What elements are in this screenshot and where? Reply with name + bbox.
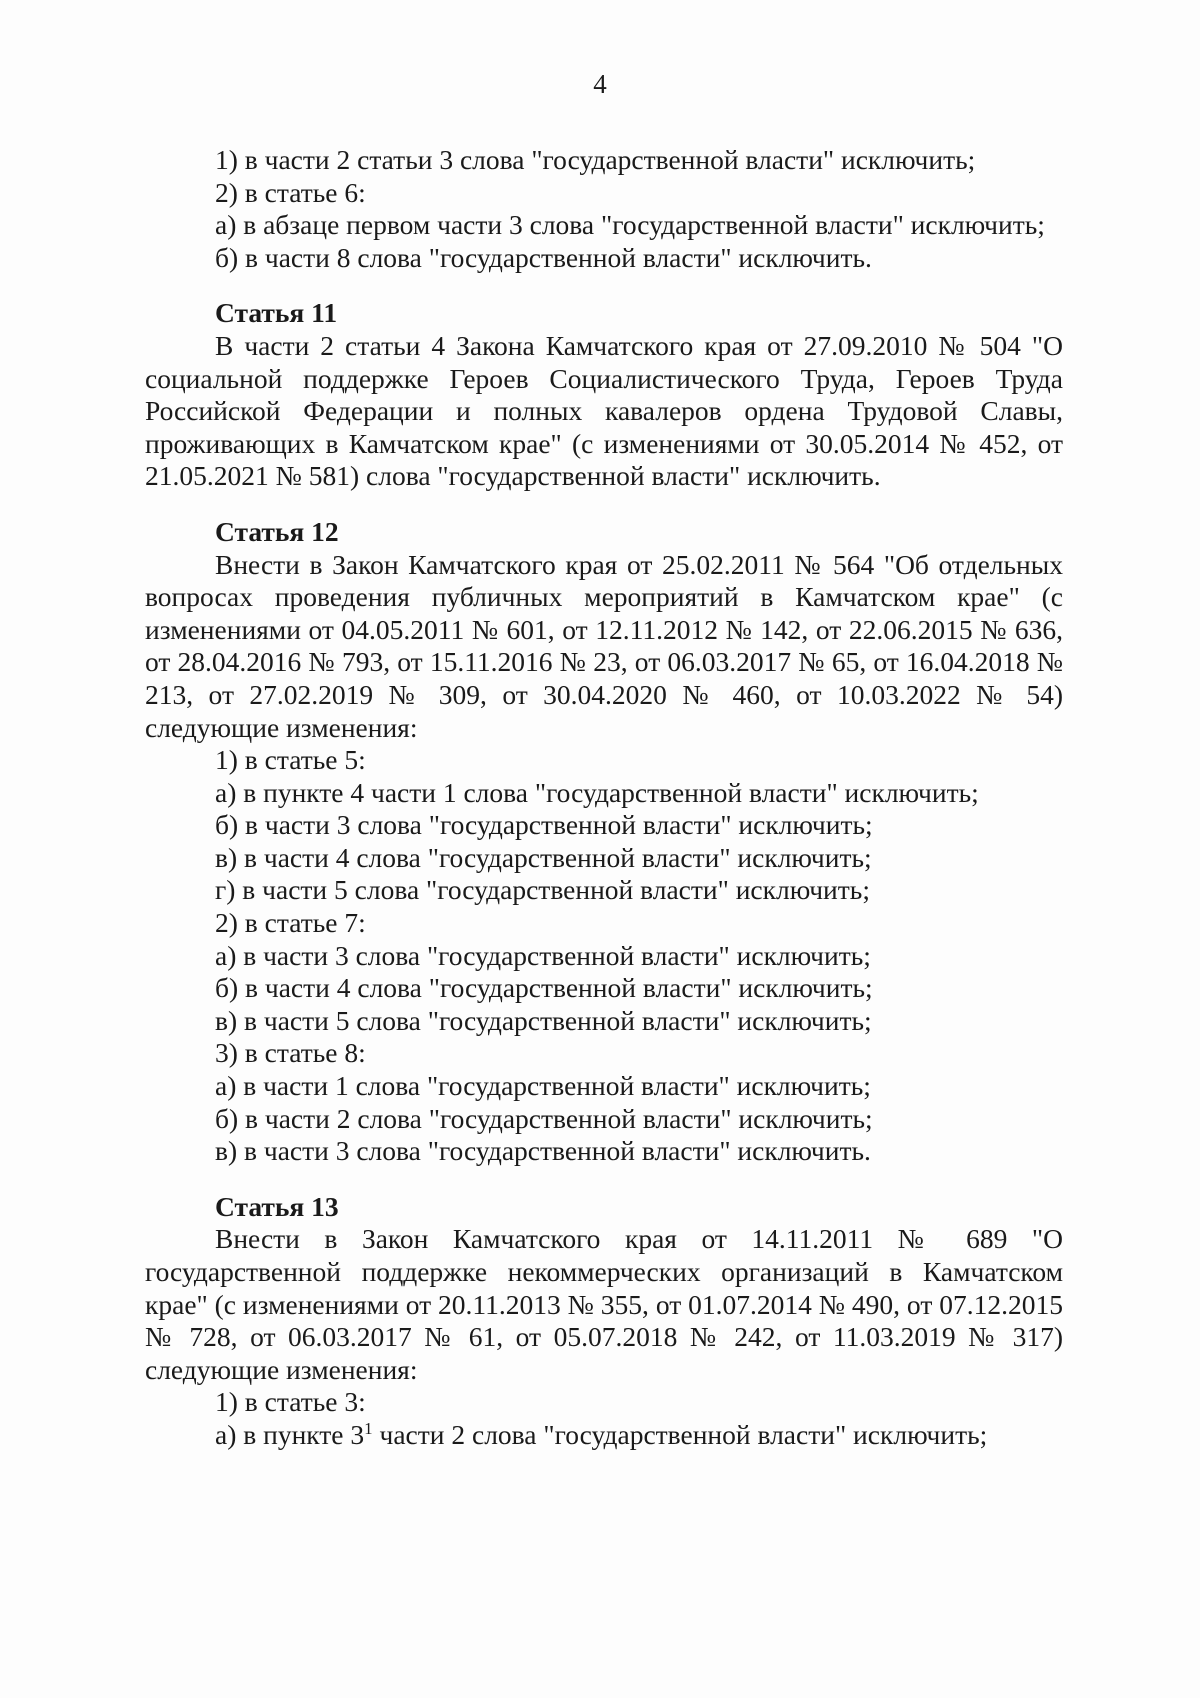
article-13-item-1a-end: части 2 слова "государственной власти" исключить; [372, 1418, 988, 1450]
article-13-item-1a [145, 1419, 1063, 1452]
article-12-item: а) в части 1 слова "государственной власти" исключить; [215, 1070, 871, 1102]
article-12-item: 2) в статье 7: [215, 907, 366, 939]
article-13-intro: Внести в Закон Камчатского края от 14.11.2011 № 689 "О государственной поддержке некоммерческих организаций в Камчатском крае" (с изменениями от 20.11.2013 № 355, от 01.07.2014 № 490, от 07.12.2015 № 728, от 06.03.2017 № 61, от 05.07.2018 № 242, от 11.03.2019 № 317) следующие изменения: [145, 1223, 1063, 1385]
article-12-item: б) в части 2 слова "государственной власти" исключить; [215, 1102, 873, 1134]
article-12-item: а) в части 3 слова "государственной власти" исключить; [215, 939, 871, 971]
article-12-item: в) в части 3 слова "государственной власти" исключить. [215, 1135, 871, 1167]
art10-item-2a: а) в абзаце первом части 3 слова "государственной власти" исключить; [215, 209, 1045, 241]
article-11-heading: Статья 11 [215, 297, 338, 329]
article-12-item: в) в части 5 слова "государственной власти" исключить; [215, 1004, 872, 1036]
article-12-item: 1) в статье 5: [215, 744, 366, 776]
article-13-item-1: 1) в статье 3: [215, 1386, 366, 1418]
article-11-text: В части 2 статьи 4 Закона Камчатского края от 27.09.2010 № 504 "О социальной поддержке Героев Социалистического Труда, Героев Труда Российской Федерации и полных кавалеров ордена Трудовой Славы, проживающих в Камчатском крае" (с изменениями от 30.05.2014 № 452, от 21.05.2021 № 581) слова "государственной власти" исключить. [145, 329, 1063, 492]
superscript-index: 1 [364, 1418, 373, 1438]
article-12-item: в) в части 4 слова "государственной власти" исключить; [215, 841, 872, 873]
art10-item-2b: б) в части 8 слова "государственной власти" исключить. [215, 241, 872, 273]
article-13-item-1a-start: а) в пункте 3 [215, 1418, 365, 1450]
article-12-item: б) в части 3 слова "государственной власти" исключить; [215, 809, 873, 841]
article-12-item: а) в пункте 4 части 1 слова "государственной власти" исключить; [215, 776, 979, 808]
art10-item-2: 2) в статье 6: [215, 176, 366, 208]
art10-item-1: 1) в части 2 статьи 3 слова "государственной власти" исключить; [215, 144, 976, 175]
document-body [145, 144, 1063, 1452]
page-number: 4 [593, 69, 607, 99]
article-12-intro: Внести в Закон Камчатского края от 25.02.2011 № 564 "Об отдельных вопросах проведения публичных мероприятий в Камчатском крае" (с изменениями от 04.05.2011 № 601, от 12.11.2012 № 142, от 22.06.2015 № 636, от 28.04.2016 № 793, от 15.11.2016 № 23, от 06.03.2017 № 65, от 16.04.2018 № 213, от 27.02.2019 № 309, от 30.04.2020 № 460, от 10.03.2022 № 54) следующие изменения: [145, 548, 1063, 743]
article-12-item: 3) в статье 8: [215, 1037, 366, 1069]
article-12-item: г) в части 5 слова "государственной власти" исключить; [215, 874, 870, 906]
article-12-item: б) в части 4 слова "государственной власти" исключить; [215, 972, 873, 1004]
article-13-heading: Статья 13 [215, 1190, 339, 1222]
article-12-heading: Статья 12 [215, 515, 339, 547]
